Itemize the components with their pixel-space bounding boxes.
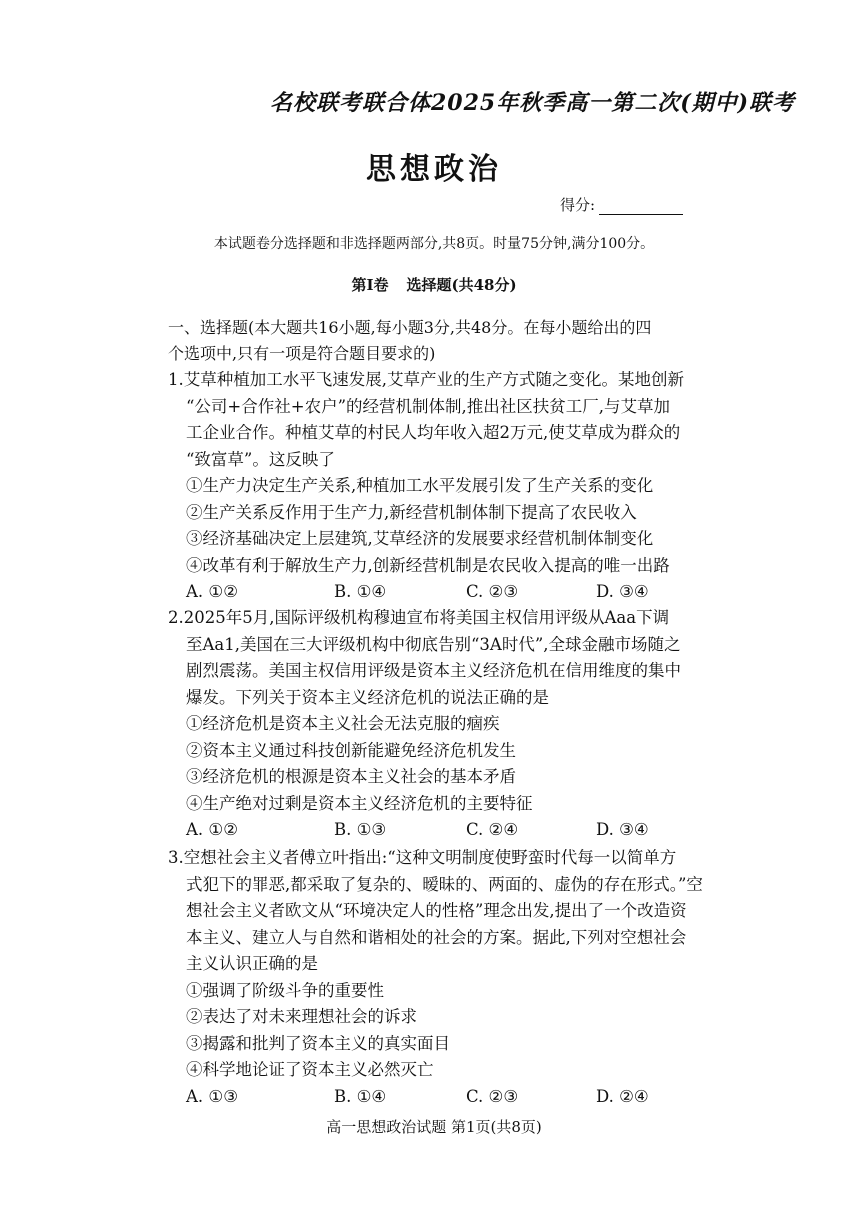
section-instructions	[168, 315, 698, 367]
exam-intro: 本试题卷分选择题和非选择题两部分,共8页。时量75分钟,满分100分。	[213, 236, 655, 252]
subject-title: 思想政治	[366, 152, 502, 187]
statement-item: ②资本主义通过科技创新能避免经济危机发生	[186, 740, 516, 760]
score-label: 得分:	[560, 196, 596, 214]
section-line: 一、选择题(本大题共16小题,每小题3分,共48分。在每小题给出的四	[168, 318, 652, 337]
answer-options	[168, 579, 698, 606]
statement-item: ②表达了对未来理想社会的诉求	[186, 1007, 417, 1026]
option-d: D. ②④	[596, 1086, 649, 1106]
section-line: 个选项中,只有一项是符合题目要求的)	[168, 344, 436, 363]
option-d: D. ③④	[596, 820, 649, 839]
option-b: B. ①④	[334, 1086, 387, 1106]
statement-item: ①经济危机是资本主义社会无法克服的痼疾	[186, 714, 500, 733]
question-stem-line: 式犯下的罪恶,都采取了复杂的、暧昧的、两面的、虚伪的存在形式。”空	[186, 874, 703, 894]
score-blank-line	[599, 200, 683, 215]
option-c: C. ②③	[466, 1086, 519, 1106]
question-stem-line: “公司+合作社+农户”的经营机制体制,推出社区扶贫工厂,与艾草加	[186, 396, 671, 416]
statement-item: ③经济基础决定上层建筑,艾草经济的发展要求经营机制体制变化	[186, 529, 654, 548]
question-stem-line: 主义认识正确的是	[186, 954, 318, 973]
score-field	[560, 194, 683, 215]
statement-item: ④改革有利于解放生产力,创新经营机制是农民收入提高的唯一出路	[186, 555, 670, 575]
option-c: C. ②③	[466, 582, 519, 601]
statement-item: ①强调了阶级斗争的重要性	[186, 980, 384, 1000]
option-a: A. ①②	[186, 582, 238, 601]
question-1	[168, 367, 698, 606]
question-stem-line: 爆发。下列关于资本主义经济危机的说法正确的是	[186, 687, 549, 707]
question-2	[168, 605, 698, 844]
answer-options	[168, 817, 698, 844]
statement-item: ③经济危机的根源是资本主义社会的基本矛盾	[186, 767, 516, 786]
page-footer: 高一思想政治试题 第1页(共8页)	[326, 1118, 542, 1136]
option-d: D. ③④	[596, 582, 649, 601]
statement-item: ①生产力决定生产关系,种植加工水平发展引发了生产关系的变化	[186, 476, 654, 495]
part-title-name: 选择题(共48分)	[406, 276, 517, 294]
option-a: A. ①③	[186, 1086, 238, 1106]
statement-item: ②生产关系反作用于生产力,新经营机制体制下提高了农民收入	[186, 502, 637, 522]
part-title-number: 第Ⅰ卷	[351, 276, 389, 294]
option-b: B. ①③	[334, 820, 387, 839]
statement-item: ④科学地论证了资本主义必然灭亡	[186, 1060, 434, 1079]
part-title	[0, 274, 868, 295]
question-stem-line: 2.2025年5月,国际评级机构穆迪宣布将美国主权信用评级从Aaa下调	[168, 608, 670, 627]
question-stem-line: 剧烈震荡。美国主权信用评级是资本主义经济危机在信用维度的集中	[186, 661, 681, 680]
question-stem-line: 本主义、建立人与自然和谐相处的社会的方案。据此,下列对空想社会	[186, 927, 687, 947]
option-c: C. ②④	[466, 820, 519, 839]
option-b: B. ①④	[334, 582, 387, 601]
statement-item: ④生产绝对过剩是资本主义经济危机的主要特征	[186, 793, 533, 813]
question-stem-line: 至Aa1,美国在三大评级机构中彻底告别“3A时代”,全球金融市场随之	[186, 634, 681, 654]
question-stem-line: 1.艾草种植加工水平飞速发展,艾草产业的生产方式随之变化。某地创新	[168, 370, 684, 389]
statement-item: ③揭露和批判了资本主义的真实面目	[186, 1033, 450, 1053]
question-stem-line: 3.空想社会主义者傅立叶指出:“这种文明制度使野蛮时代每一以简单方	[168, 848, 677, 867]
question-stem-line: “致富草”。这反映了	[186, 449, 335, 469]
question-3	[168, 845, 703, 1111]
exam-title: 名校联考联合体2025年秋季高一第二次(期中)联考	[270, 90, 796, 116]
option-a: A. ①②	[186, 820, 238, 839]
question-stem-line: 工企业合作。种植艾草的村民人均年收入超2万元,使艾草成为群众的	[186, 423, 681, 442]
question-stem-line: 想社会主义者欧文从“环境决定人的性格”理念出发,提出了一个改造资	[186, 901, 687, 920]
answer-options	[168, 1084, 698, 1111]
